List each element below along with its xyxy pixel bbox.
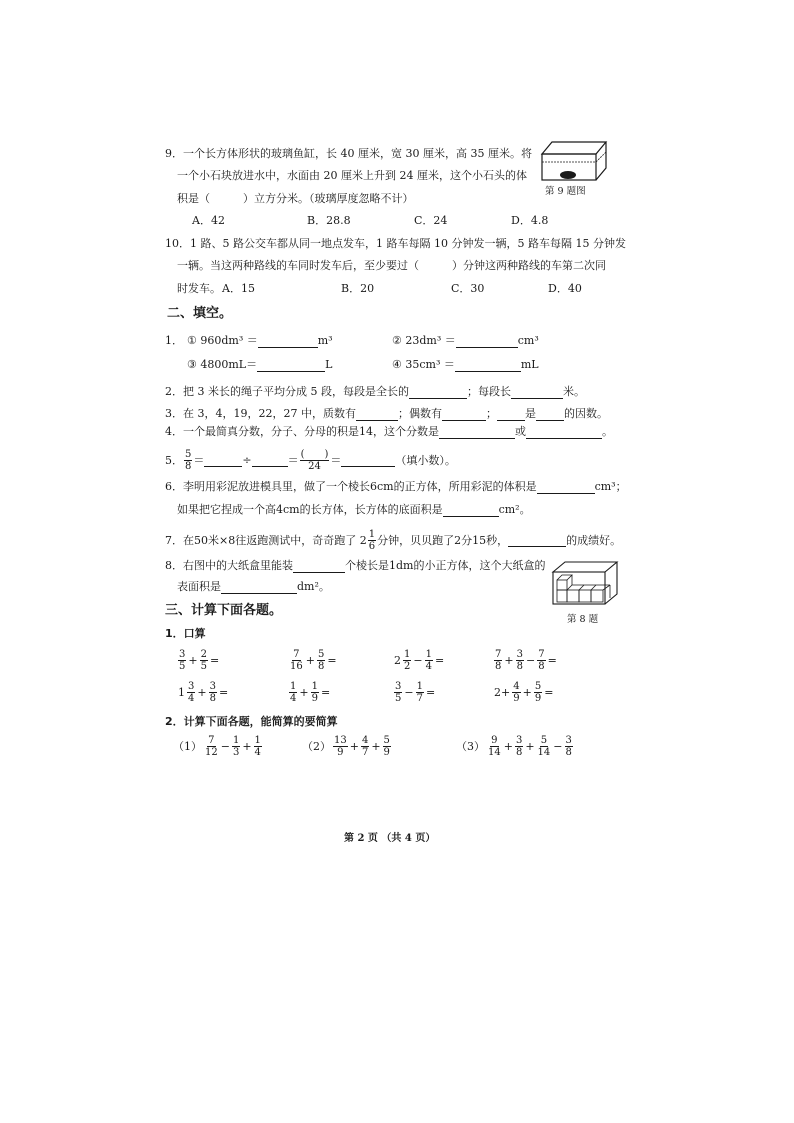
q9-option-a: A．42 — [192, 214, 225, 227]
section3-sub1: 1．口算 — [165, 627, 206, 640]
s2-q1-a: ① 960dm³ ＝ m³ — [187, 334, 333, 347]
section3-title: 三、计算下面各题。 — [165, 603, 283, 618]
oral-calc-expression: 2 $\frac{1}{2}$ − $\frac{1}{4}$ = — [394, 648, 445, 672]
oral-calc-expression: $\frac{1}{4}$ + $\frac{1}{9}$ = — [290, 680, 331, 704]
s2-q4: 4．一个最简真分数，分子、分母的积是14，这个分数是 或 。 — [165, 425, 613, 438]
q8-figure-caption: 第 8 题 — [567, 614, 599, 625]
s2-q8-line1: 8．右图中的大纸盒里能装 个棱长是1dm的小正方体，这个大纸盒的 — [165, 559, 546, 572]
oral-calc-expression: 1 $\frac{3}{4}$ + $\frac{3}{8}$ = — [178, 680, 229, 704]
s2-q6-line2: 如果把它捏成一个高4cm的长方体，长方体的底面积是 cm²。 — [177, 503, 531, 516]
q10-line2: 一辆。当这两种路线的车同时发车后，至少要过（ ）分钟这两种路线的车第二次同 — [177, 259, 606, 272]
q9-option-c: C．24 — [414, 214, 448, 227]
q10-option-b: B．20 — [341, 282, 375, 295]
q10-line3: 时发车。 — [177, 282, 221, 295]
s2-q3: 3．在 3，4，19，22，27 中，质数有 ；偶数有 ； 是 的因数。 — [165, 407, 608, 420]
q10-option-c: C．30 — [451, 282, 485, 295]
s2-q6-line1: 6．李明用彩泥放进模具里，做了一个棱长6cm的正方体，所用彩泥的体积是 cm³； — [165, 480, 627, 493]
s2-q7: 7．在50米×8往返跑测试中，奇奇跑了 2 $\frac{1}{6}$ 分钟，贝贝跑了2分15秒， 的成绩好。 — [165, 528, 622, 552]
q9-option-b: B．28.8 — [307, 214, 351, 227]
s2-q1-b: ② 23dm³ ＝ cm³ — [392, 334, 539, 347]
s2-q1-d: ④ 35cm³ ＝ mL — [392, 358, 539, 371]
q10-line1: 10．1 路、5 路公交车都从同一地点发车，1 路车每隔 10 分钟发一辆，5 路车每隔 15 分钟发 — [165, 237, 626, 250]
s2-q2: 2．把 3 米长的绳子平均分成 5 段，每段是全长的 ；每段长 米。 — [165, 385, 585, 398]
section2-title: 二、填空。 — [167, 306, 233, 321]
oral-calc-expression: $\frac{7}{16}$ + $\frac{5}{8}$ = — [290, 648, 337, 672]
oral-calc-expression: $\frac{7}{8}$ + $\frac{3}{8}$ − $\frac{7}{8}$ = — [495, 648, 557, 672]
fish-tank-figure — [538, 138, 610, 184]
q10-option-a: A．15 — [222, 282, 255, 295]
calc-expression: （1） $\frac{7}{12}$ − $\frac{1}{3}$ + $\frac{1}{4}$ — [173, 734, 261, 758]
s2-q8-line2: 表面积是 dm²。 — [177, 580, 330, 593]
oral-calc-expression: $\frac{3}{5}$ + $\frac{2}{5}$ = — [179, 648, 220, 672]
q9-figure-caption: 第 9 题图 — [545, 186, 586, 197]
s2-q5: 5． $\frac{5}{8}$ ＝ ÷ ＝ $\frac{( )}{24}$ ＝ （填小数）。 — [165, 448, 456, 472]
cube-box-figure — [551, 558, 619, 608]
q9-line3: 积是（ ）立方分米。（玻璃厚度忽略不计） — [177, 192, 414, 205]
section3-sub2: 2．计算下面各题，能简算的要简算 — [165, 715, 338, 728]
q9-line2: 一个小石块放进水中，水面由 20 厘米上升到 24 厘米，这个小石头的体 — [177, 169, 527, 182]
calc-expression: （2） $\frac{13}{9}$ + $\frac{4}{7}$ + $\frac{5}{9}$ — [302, 734, 390, 758]
q9-line1: 9．一个长方体形状的玻璃鱼缸，长 40 厘米，宽 30 厘米，高 35 厘米。将 — [165, 147, 532, 160]
oral-calc-expression: $\frac{3}{5}$ − $\frac{1}{7}$ = — [395, 680, 436, 704]
calc-expression: （3） $\frac{9}{14}$ + $\frac{3}{8}$ + $\frac{5}{14}$ − $\frac{3}{8}$ — [456, 734, 572, 758]
q9-option-d: D．4.8 — [511, 214, 549, 227]
s2-q1-c: ③ 4800mL＝ L — [187, 358, 333, 371]
s2-q1-num: 1． — [165, 334, 183, 347]
oral-calc-expression: 2+ $\frac{4}{9}$ + $\frac{5}{9}$ = — [494, 680, 554, 704]
page-footer: 第 2 页 （共 4 页） — [344, 833, 436, 844]
q10-option-d: D．40 — [548, 282, 582, 295]
